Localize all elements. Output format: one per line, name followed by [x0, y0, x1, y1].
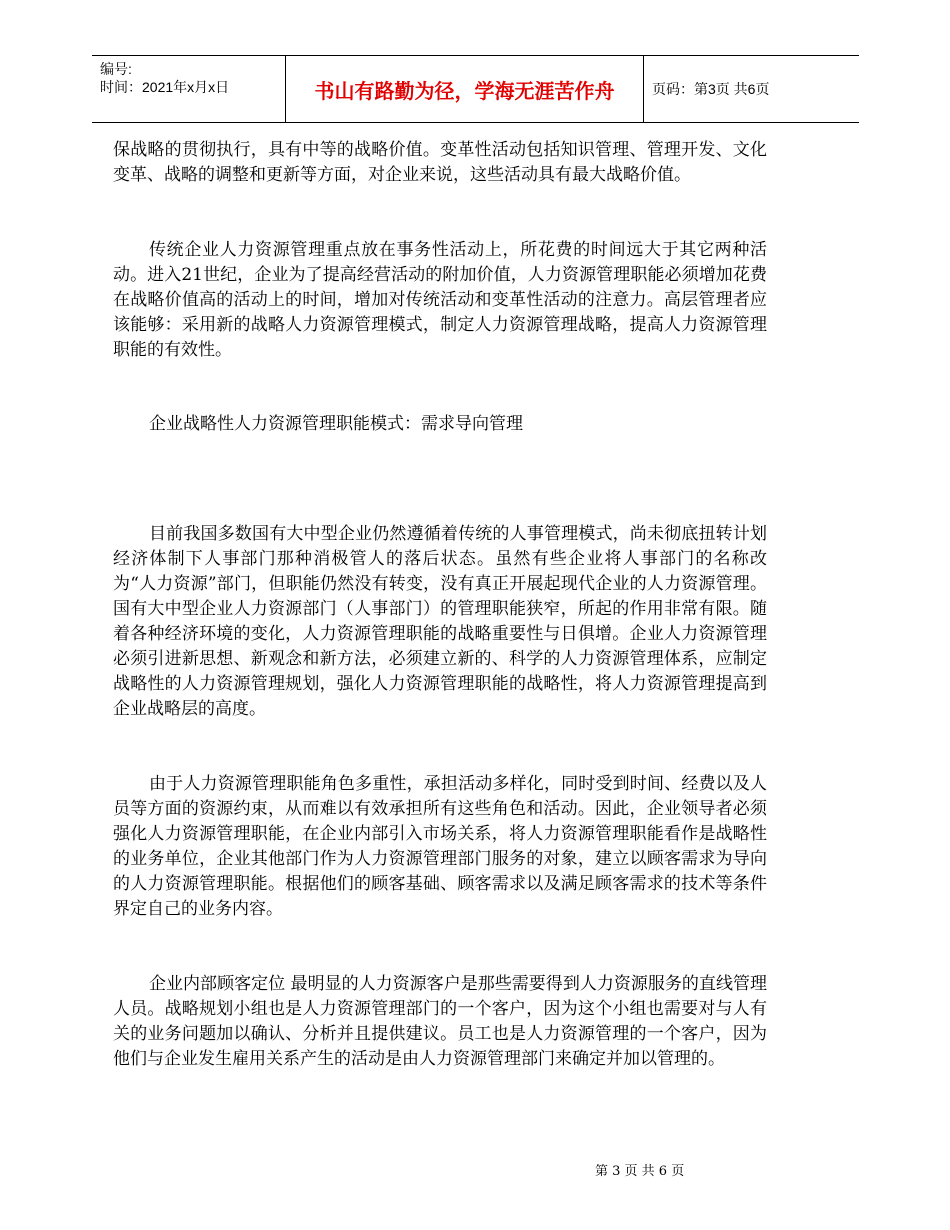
header-meta [92, 56, 286, 122]
document-time: 时间：2021年x月x日 [100, 79, 230, 95]
page-footer: 第 3 页 共 6 页 [595, 1164, 685, 1179]
paragraph-2: 传统企业人力资源管理重点放在事务性活动上，所花费的时间远大于其它两种活动。进入21世纪，企业为了提高经营活动的附加价值，人力资源管理职能必须增加花费在战略价值高的活动上的时间，增加对传统活动和变革性活动的注意力。高层管理者应该能够：采用新的战略人力资源管理模式，制定人力资源管理战略，提高人力资源管理职能的有效性。 [113, 240, 767, 360]
paragraph-1: 保战略的贯彻执行，具有中等的战略价值。变革性活动包括知识管理、管理开发、文化变革、战略的调整和更新等方面，对企业来说，这些活动具有最大战略价值。 [113, 140, 767, 185]
document-number-label: 编号: [100, 61, 132, 77]
paragraph-4: 由于人力资源管理职能角色多重性，承担活动多样化，同时受到时间、经费以及人员等方面的资源约束，从而难以有效承担所有这些角色和活动。因此，企业领导者必须强化人力资源管理职能，在企业内部引入市场关系，将人力资源管理职能看作是战略性的业务单位，企业其他部门作为人力资源管理部门服务的对象，建立以顾客需求为导向的人力资源管理职能。根据他们的顾客基础、顾客需求以及满足顾客需求的技术等条件界定自己的业务内容。 [113, 774, 767, 919]
page-header [92, 55, 859, 123]
paragraph-3: 目前我国多数国有大中型企业仍然遵循着传统的人事管理模式，尚未彻底扭转计划经济体制下人事部门那种消极管人的落后状态。虽然有些企业将人事部门的名称改为“人力资源”部门，但职能仍然没有转变，没有真正开展起现代企业的人力资源管理。国有大中型企业人力资源部门（人事部门）的管理职能狭窄，所起的作用非常有限。随着各种经济环境的变化，人力资源管理职能的战略重要性与日俱增。企业人力资源管理必须引进新思想、新观念和新方法，必须建立新的、科学的人力资源管理体系，应制定战略性的人力资源管理规划，强化人力资源管理职能的战略性，将人力资源管理提高到企业战略层的高度。 [113, 524, 767, 719]
section-heading: 企业战略性人力资源管理职能模式：需求导向管理 [149, 414, 523, 434]
document-body [113, 138, 767, 1072]
header-page-info: 页码：第3页 共6页 [652, 81, 770, 97]
header-motto: 书山有路勤为径，学海无涯苦作舟 [286, 56, 644, 122]
paragraph-5: 企业内部顾客定位 最明显的人力资源客户是那些需要得到人力资源服务的直线管理人员。战略规划小组也是人力资源管理部门的一个客户，因为这个小组也需要对与人有关的业务问题加以确认、分析并且提供建议。员工也是人力资源管理的一个客户，因为他们与企业发生雇用关系产生的活动是由人力资源管理部门来确定并加以管理的。 [113, 974, 767, 1069]
